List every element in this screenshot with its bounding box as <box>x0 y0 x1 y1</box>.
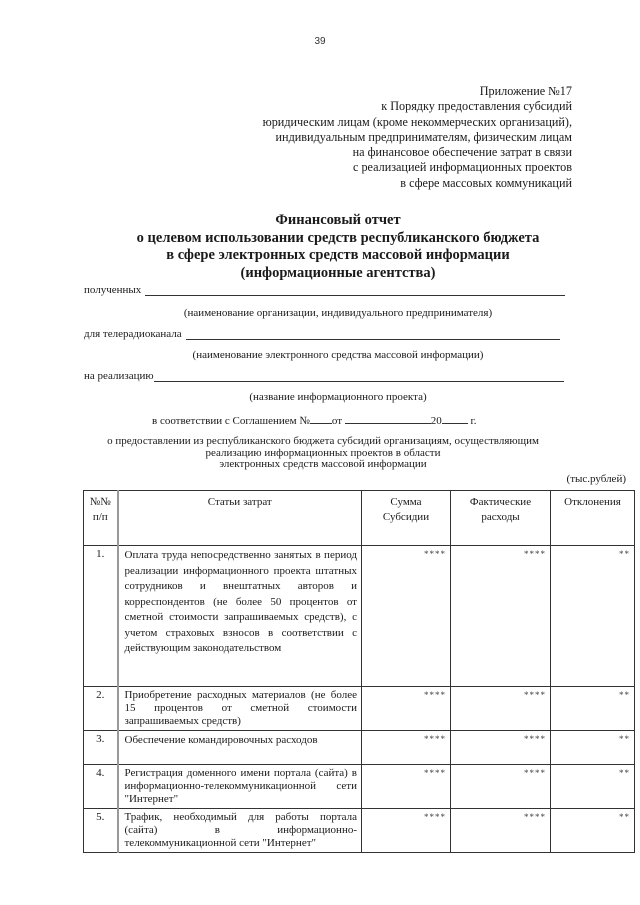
row-actual[interactable]: **** <box>451 546 551 687</box>
agreement-prefix: в соответствии с Соглашением № <box>152 415 310 427</box>
received-label: полученных <box>84 284 142 296</box>
title-line: (информационные агентства) <box>240 264 436 281</box>
row-item: Регистрация доменного имени портала (сайта) в информационно-телекоммуникационной сети "Интернет" <box>118 765 362 809</box>
row-item: Приобретение расходных материалов (не более 15 процентов от сметной стоимости запрашиваемых средств) <box>118 687 362 731</box>
project-input[interactable] <box>154 370 564 382</box>
channel-input[interactable] <box>186 328 560 340</box>
table-row <box>84 731 635 765</box>
agreement-from: от <box>331 415 343 427</box>
annex-header <box>263 84 572 191</box>
row-deviation[interactable]: ** <box>551 687 635 731</box>
agreement-year-input[interactable] <box>442 413 468 424</box>
title-line: о целевом использовании средств республиканского бюджета <box>136 229 540 246</box>
agreement-number-input[interactable] <box>310 413 332 424</box>
channel-label: для телерадиоканала <box>84 328 182 340</box>
table-header-row <box>84 491 635 546</box>
title-line: Финансовый отчет <box>275 212 401 228</box>
annex-line: к Порядку предоставления субсидий <box>381 99 572 114</box>
header-deviation: Отклонения <box>551 491 635 546</box>
provision-line: электронных средств массовой информации <box>219 458 427 470</box>
row-actual[interactable]: **** <box>451 731 551 765</box>
project-caption: (название информационного проекта) <box>249 391 427 403</box>
row-num: 3. <box>84 731 118 765</box>
header-num-line: №№ <box>89 496 111 508</box>
title-line: в сфере электронных средств массовой информации <box>166 247 510 263</box>
provision-text <box>0 436 640 471</box>
header-subsidy-line: Сумма <box>390 496 422 508</box>
document-title <box>0 212 640 282</box>
table-row <box>84 765 635 809</box>
provision-line: реализацию информационных проектов в области <box>205 446 441 459</box>
row-subsidy[interactable]: **** <box>362 731 451 765</box>
header-actual-line: Фактические <box>469 496 532 508</box>
row-item: Оплата труда непосредственно занятых в период реализации информационного проекта штатных сотрудников и внештатных авторов и корреспондентов (не более 50 процентов от сметной стоимости запрашиваемых средств), с учетом страховых взносов в соответствии с действующим законодательством <box>118 546 362 687</box>
row-item: Трафик, необходимый для работы портала (сайта) в информационно-телекоммуникационной сети "Интернет" <box>118 809 362 853</box>
page-number: 39 <box>314 36 326 47</box>
received-field-row <box>84 284 565 296</box>
received-input[interactable] <box>145 284 565 296</box>
row-deviation[interactable]: ** <box>551 809 635 853</box>
header-num <box>84 491 118 546</box>
received-caption: (наименование организации, индивидуального предпринимателя) <box>183 307 493 319</box>
row-num: 1. <box>84 546 118 687</box>
row-actual[interactable]: **** <box>451 765 551 809</box>
units-label: (тыс.рублей) <box>566 473 626 485</box>
annex-line: с реализацией информационных проектов <box>352 160 572 175</box>
annex-line: Приложение №17 <box>479 84 572 98</box>
header-subsidy-line: Субсидии <box>382 511 430 523</box>
annex-line: юридическим лицам (кроме некоммерческих организаций), <box>262 114 572 129</box>
row-subsidy[interactable]: **** <box>362 765 451 809</box>
header-subsidy <box>362 491 451 546</box>
row-num: 5. <box>84 809 118 853</box>
channel-field-row <box>84 328 560 340</box>
row-num: 2. <box>84 687 118 731</box>
header-num-line: п/п <box>92 511 108 523</box>
channel-caption: (наименование электронного средства массовой информации) <box>192 349 484 361</box>
row-item: Обеспечение командировочных расходов <box>118 731 362 765</box>
row-deviation[interactable]: ** <box>551 765 635 809</box>
annex-line: на финансовое обеспечение затрат в связи <box>352 145 572 160</box>
project-label: на реализацию <box>84 370 154 382</box>
agreement-year-prefix: 20 <box>430 415 442 427</box>
table-row <box>84 546 635 687</box>
annex-line: индивидуальным предпринимателям, физическим лицам <box>275 129 572 144</box>
annex-line: в сфере массовых коммуникаций <box>400 175 572 190</box>
row-num: 4. <box>84 765 118 809</box>
header-actual <box>451 491 551 546</box>
row-actual[interactable]: **** <box>451 687 551 731</box>
provision-line: о предоставлении из республиканского бюджета субсидий организациям, осуществляющим <box>107 435 539 447</box>
table-row <box>84 809 635 853</box>
row-subsidy[interactable]: **** <box>362 809 451 853</box>
cost-table <box>83 490 635 853</box>
header-item: Статьи затрат <box>118 491 362 546</box>
row-deviation[interactable]: ** <box>551 731 635 765</box>
agreement-date-input[interactable] <box>345 413 431 424</box>
row-deviation[interactable]: ** <box>551 546 635 687</box>
project-field-row <box>84 370 564 382</box>
row-actual[interactable]: **** <box>451 809 551 853</box>
agreement-suffix: г. <box>470 415 477 427</box>
agreement-line <box>152 413 477 427</box>
table-row <box>84 687 635 731</box>
header-actual-line: расходы <box>481 511 520 523</box>
row-subsidy[interactable]: **** <box>362 546 451 687</box>
row-subsidy[interactable]: **** <box>362 687 451 731</box>
